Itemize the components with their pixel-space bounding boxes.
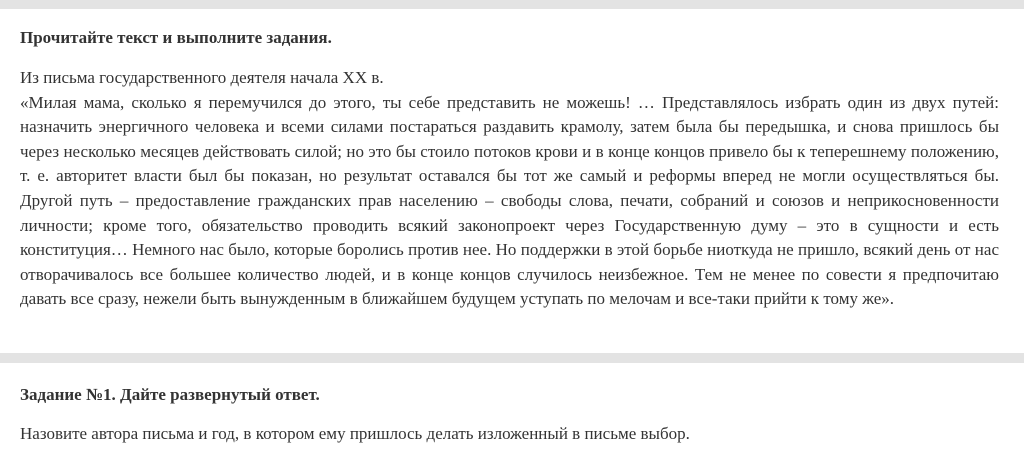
card-separator (0, 353, 1024, 363)
top-strip (0, 0, 1024, 9)
letter-text: «Милая мама, сколько я перемучился до этого, ты себе представить не можешь! … Представлялось избрать один из двух путей: назначить энергичного человека и всеми силами постараться раздавить крамолу, затем была бы передышка, и снова пришлось бы через несколько месяцев действовать силой; но это бы стоило потоков крови и в конце концов привело бы к теперешнему положению, т. е. авторитет власти был бы показан, но результат оставался бы тот же самый и реформы вперед не могли осуществляться бы. Другой путь – предоставление гражданских прав населению – свободы слова, печати, собраний и союзов и неприкосновенности личности; кроме того, обязательство проводить всякий законопроект через Государственную думу – это в сущности и есть конституция… Немного нас было, которые боролись против нее. Но поддержки в этой борьбе ниоткуда не пришло, всякий день от нас отворачивалось все большее количество людей, и в конце концов случилось неизбежное. Тем не менее по совести я предпочитаю давать все сразу, нежели быть вынужденным в ближайшем будущем уступать по мелочам и все-таки прийти к тому же». (20, 92, 999, 309)
reading-passage-card (0, 9, 1024, 353)
source-caption: Из письма государственного деятеля начала XX в. (20, 68, 384, 87)
reading-instruction: Прочитайте текст и выполните задания. (20, 28, 332, 47)
task-card (0, 363, 1024, 474)
task-heading: Задание №1. Дайте развернутый ответ. (20, 385, 320, 404)
task-question: Назовите автора письма и год, в котором ему пришлось делать изложенный в письме выбор. (20, 424, 690, 443)
